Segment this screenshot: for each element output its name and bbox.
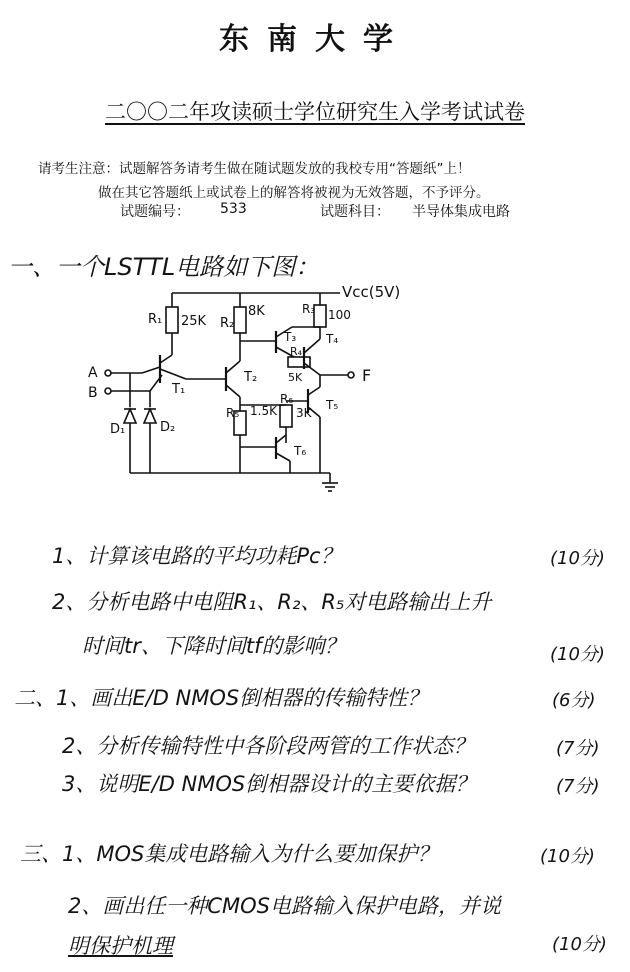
exam-code-label: 试题编号： [120, 204, 190, 220]
resistor-r2 [234, 307, 246, 333]
input-a-terminal [105, 370, 111, 376]
section-1-heading: 一、一个LSTTL电路如下图： [8, 253, 320, 281]
exam-code-value: 533 [220, 201, 247, 217]
d2-label: D₂ [160, 420, 176, 435]
resistor-r1 [166, 307, 178, 333]
r3-value: 100 [328, 308, 351, 322]
s1-q2-line2: 时间tr、下降时间tf的影响？ [82, 634, 346, 658]
lsttl-circuit-diagram [80, 275, 460, 505]
t2-label: T₂ [244, 370, 258, 385]
diode-d2 [144, 409, 156, 423]
r6-value: 3K [296, 406, 312, 420]
r5-value: 1.5K [250, 404, 277, 418]
resistor-r6 [280, 405, 292, 427]
input-b-label: B [88, 385, 98, 401]
output-f-label: F [362, 366, 372, 385]
s2-q2-score: (7分) [556, 738, 600, 759]
r5-label: R₅ [226, 406, 240, 420]
diode-d1 [124, 409, 136, 423]
r1-label: R₁ [148, 312, 163, 327]
d1-label: D₁ [110, 422, 126, 437]
s2-q1-score: (6分) [552, 690, 596, 711]
vcc-label: Vcc(5V) [342, 283, 401, 301]
r4-label: R₄ [290, 345, 303, 358]
t3-label: T₃ [284, 330, 297, 344]
exam-subject-label: 试题科目： [320, 204, 390, 220]
exam-subject-value: 半导体集成电路 [412, 204, 510, 220]
s2-q3: 3、说明E/D NMOS倒相器设计的主要依据？ [62, 772, 477, 796]
r2-value: 8K [248, 304, 265, 319]
s1-q2-line1: 2、分析电路中电阻R₁、R₂、R₅对电路输出上升 [52, 590, 492, 614]
r6-label: R₆ [280, 392, 294, 406]
s1-q1-score: (10分) [550, 548, 605, 569]
notice-line-2: 做在其它答题纸上或试卷上的解答将被视为无效答题，不予评分。 [98, 185, 490, 201]
r3-label: R₃ [302, 302, 316, 316]
r1-value: 25K [181, 314, 207, 329]
r2-label: R₂ [220, 316, 235, 331]
notice-line-1: 请考生注意：试题解答务请考生做在随试题发放的我校专用“答题纸”上！ [38, 161, 471, 177]
t4-label: T₄ [326, 332, 339, 346]
input-a-label: A [88, 365, 98, 381]
s2-q3-score: (7分) [556, 776, 600, 797]
s3-q1: 三、1、MOS集成电路输入为什么要加保护？ [20, 842, 439, 866]
output-terminal [348, 372, 354, 378]
t6-label: T₆ [294, 444, 307, 458]
r4-value: 5K [288, 371, 303, 384]
t5-label: T₅ [326, 398, 339, 412]
s3-q2-score: (10分) [552, 934, 607, 955]
s1-q2-score: (10分) [550, 644, 605, 665]
input-b-terminal [105, 388, 111, 394]
s2-q2: 2、分析传输特性中各阶段两管的工作状态？ [62, 734, 475, 758]
university-title: 东南大学 [219, 22, 411, 57]
s2-q1: 二、1、画出E/D NMOS倒相器的传输特性？ [14, 686, 429, 710]
s3-q2-line1: 2、画出任一种CMOS电路输入保护电路，并说 [68, 894, 502, 918]
s1-q1: 1、计算该电路的平均功耗Pc？ [52, 544, 342, 568]
resistor-r3 [314, 305, 326, 327]
exam-title: 二〇〇二年攻读硕士学位研究生入学考试试卷 [105, 100, 525, 124]
s3-q1-score: (10分) [540, 846, 595, 867]
s3-q2-line2: 明保护机理 [68, 934, 173, 958]
t1-label: T₁ [172, 382, 186, 397]
